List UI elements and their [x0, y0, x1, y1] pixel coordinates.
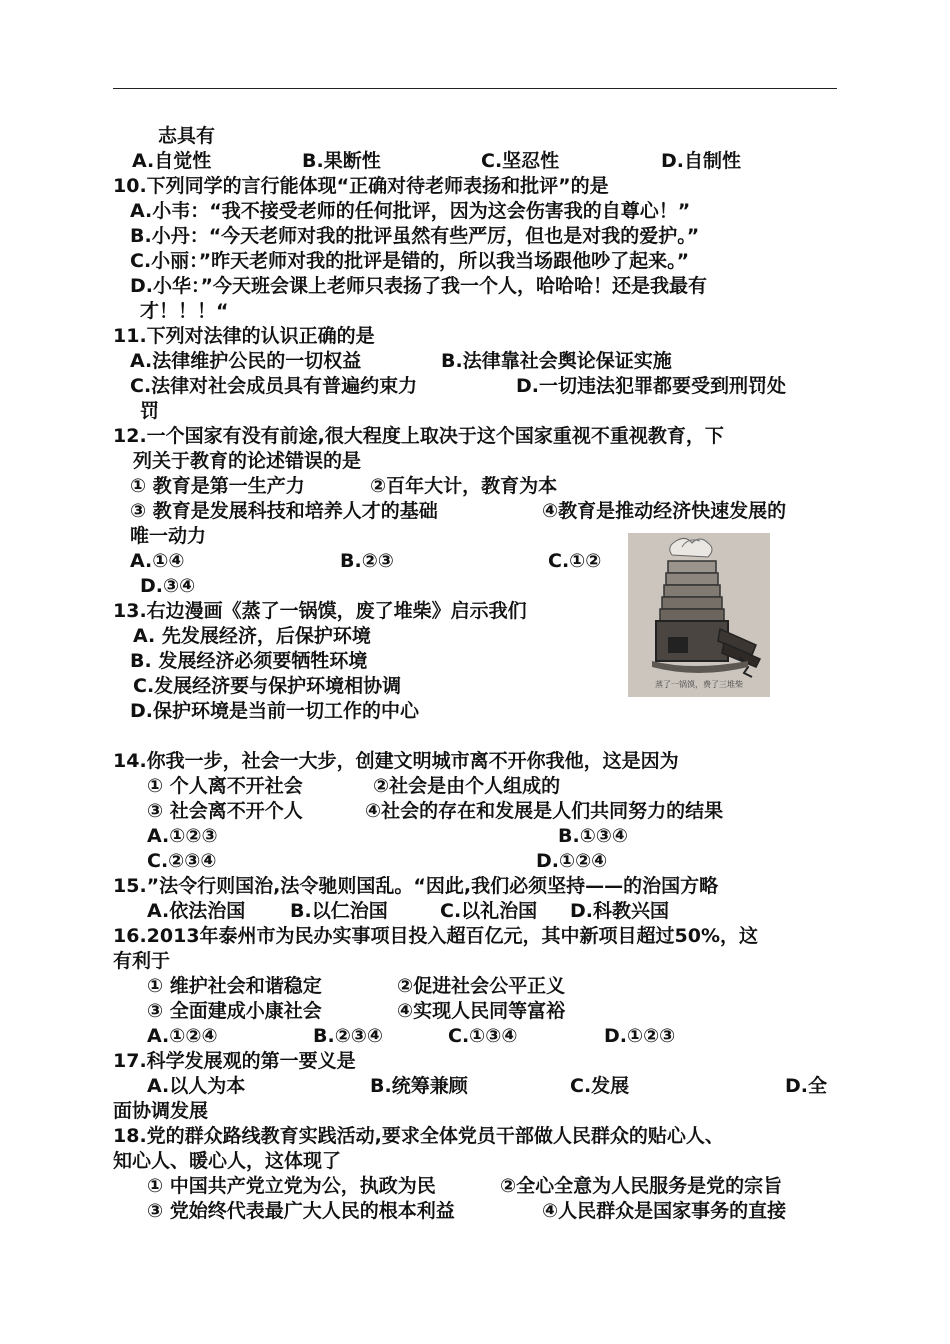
q9-option-b: B.果断性 [302, 150, 381, 172]
q12-statement-4: ④教育是推动经济快速发展的 [542, 500, 787, 522]
q17-option-a: A.以人为本 [147, 1075, 246, 1097]
q15-option-b: B.以仁治国 [290, 900, 388, 922]
q12-stem-wrap: 列关于教育的论述错误的是 [133, 450, 362, 472]
q15-stem: 15.”法令行则国治,法令驰则国乱。“因此,我们必须坚持——的治国方略 [113, 875, 719, 897]
q10-option-a: A.小韦：“我不接受老师的任何批评，因为这会伤害我的自尊心！” [130, 200, 691, 222]
q16-statement-3: ③ 全面建成小康社会 [147, 1000, 322, 1022]
q18-stem: 18.党的群众路线教育实践活动,要求全体党员干部做人民群众的贴心人、 [113, 1125, 724, 1147]
q14-statement-4: ④社会的存在和发展是人们共同努力的结果 [365, 800, 724, 822]
q16-stem: 16.2013年泰州市为民办实事项目投入超百亿元，其中新项目超过50%，这 [113, 925, 759, 947]
q12-option-d: D.③④ [140, 575, 196, 597]
q15-option-c: C.以礼治国 [440, 900, 538, 922]
cartoon-image [628, 533, 770, 697]
q9-option-a: A.自觉性 [132, 150, 212, 172]
q11-stem: 11.下列对法律的认识正确的是 [113, 325, 375, 347]
q16-option-d: D.①②③ [604, 1025, 676, 1047]
q18-statement-1: ① 中国共产党立党为公，执政为民 [147, 1175, 436, 1197]
q17-stem: 17.科学发展观的第一要义是 [113, 1050, 356, 1072]
q18-statement-3: ③ 党始终代表最广大人民的根本利益 [147, 1200, 455, 1222]
q17-option-d-wrap: 面协调发展 [113, 1100, 209, 1122]
q16-stem-wrap: 有利于 [113, 950, 171, 972]
q9-option-c: C.坚忍性 [481, 150, 560, 172]
q14-option-b: B.①③④ [558, 825, 628, 847]
header-rule [113, 88, 837, 89]
q18-statement-4: ④人民群众是国家事务的直接 [542, 1200, 787, 1222]
q12-option-a: A.①④ [130, 550, 185, 572]
q14-statement-2: ②社会是由个人组成的 [373, 775, 561, 797]
q12-statement-4-wrap: 唯一动力 [130, 525, 207, 547]
q16-option-c: C.①③④ [448, 1025, 518, 1047]
q18-stem-wrap: 知心人、暖心人，这体现了 [113, 1150, 342, 1172]
q17-option-c: C.发展 [570, 1075, 630, 1097]
q12-stem: 12.一个国家有没有前途,很大程度上取决于这个国家重视不重视教育，下 [113, 425, 724, 447]
q12-statement-2: ②百年大计，教育为本 [370, 475, 558, 497]
q17-option-d: D.全 [785, 1075, 827, 1097]
q13-option-a: A. 先发展经济，后保护环境 [133, 625, 371, 647]
q10-option-c: C.小丽：”昨天老师对我的批评是错的，所以我当场跟他吵了起来。” [130, 250, 690, 272]
q16-statement-1: ① 维护社会和谐稳定 [147, 975, 322, 997]
q13-option-b: B. 发展经济必须要牺牲环境 [130, 650, 368, 672]
q12-option-c: C.①② [548, 550, 602, 572]
q11-option-d-wrap: 罚 [140, 400, 160, 422]
q14-stem: 14.你我一步，社会一大步，创建文明城市离不开你我他，这是因为 [113, 750, 679, 772]
q18-statement-2: ②全心全意为人民服务是党的宗旨 [500, 1175, 783, 1197]
q15-option-d: D.科教兴国 [570, 900, 669, 922]
q10-option-b: B.小丹：“今天老师对我的批评虽然有些严厉，但也是对我的爱护。” [130, 225, 700, 247]
q10-stem: 10.下列同学的言行能体现“正确对待老师表扬和批评”的是 [113, 175, 609, 197]
q10-option-d-wrap: 才！！！“ [140, 300, 229, 322]
q13-option-c: C.发展经济要与保护环境相协调 [133, 675, 402, 697]
q15-option-a: A.依法治国 [147, 900, 246, 922]
q12-statement-1: ① 教育是第一生产力 [130, 475, 305, 497]
q11-option-d: D.一切违法犯罪都要受到刑罚处 [516, 375, 786, 397]
q13-stem: 13.右边漫画《蒸了一锅馍，废了堆柴》启示我们 [113, 600, 527, 622]
q16-option-a: A.①②④ [147, 1025, 218, 1047]
cartoon-caption: 蒸了一锅馍，费了三堆柴 [655, 680, 743, 689]
q11-option-b: B.法律靠社会舆论保证实施 [441, 350, 672, 372]
q9-option-d: D.自制性 [661, 150, 741, 172]
q17-option-b: B.统筹兼顾 [370, 1075, 468, 1097]
q16-statement-4: ④实现人民同等富裕 [397, 1000, 566, 1022]
q14-option-c: C.②③④ [147, 850, 217, 872]
q16-statement-2: ②促进社会公平正义 [397, 975, 566, 997]
q16-option-b: B.②③④ [313, 1025, 383, 1047]
q9-stem-continuation: 志具有 [158, 125, 216, 147]
q14-option-a: A.①②③ [147, 825, 218, 847]
q11-option-a: A.法律维护公民的一切权益 [130, 350, 362, 372]
q12-option-b: B.②③ [340, 550, 394, 572]
q10-option-d: D.小华：”今天班会课上老师只表扬了我一个人，哈哈哈！还是我最有 [130, 275, 707, 297]
q13-option-d: D.保护环境是当前一切工作的中心 [130, 700, 419, 722]
q11-option-c: C.法律对社会成员具有普遍约束力 [130, 375, 418, 397]
q14-statement-3: ③ 社会离不开个人 [147, 800, 303, 822]
q12-statement-3: ③ 教育是发展科技和培养人才的基础 [130, 500, 438, 522]
q14-statement-1: ① 个人离不开社会 [147, 775, 303, 797]
q14-option-d: D.①②④ [536, 850, 608, 872]
cartoon-drawing [628, 533, 770, 697]
